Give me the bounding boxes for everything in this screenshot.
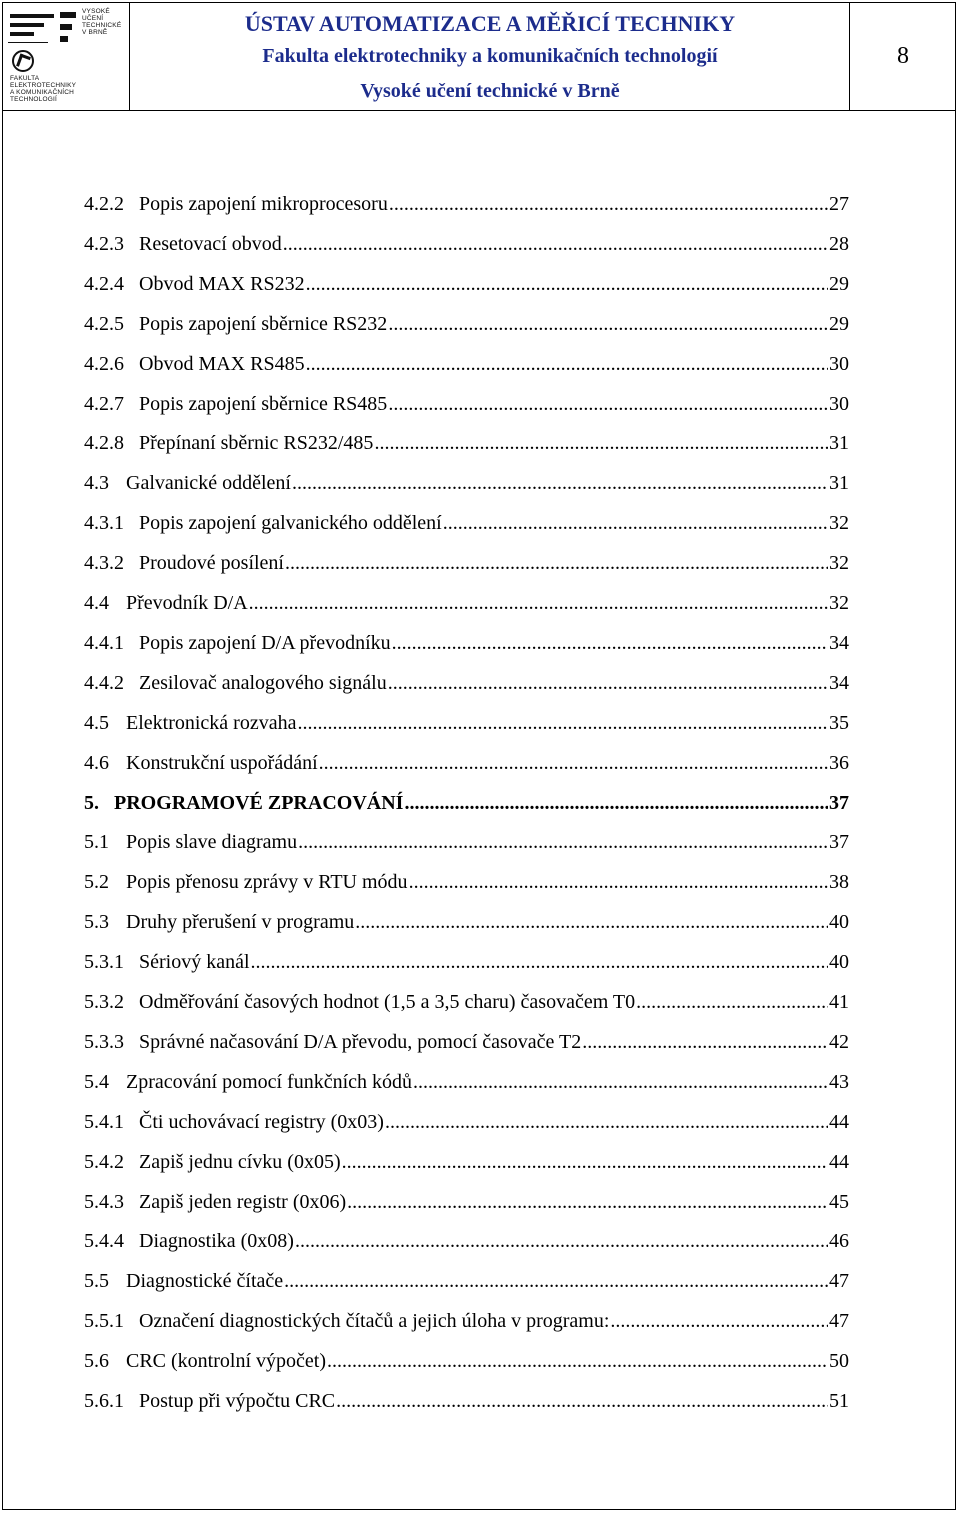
toc-entry-page: 40 xyxy=(829,911,849,933)
toc-entry[interactable] xyxy=(84,390,849,418)
toc-entry-title: Diagnostické čítače xyxy=(126,1270,284,1292)
toc-dot-leader xyxy=(249,589,828,617)
toc-entry-number: 5.4.4 xyxy=(84,1230,124,1252)
toc-entry-number: 4.3.1 xyxy=(84,512,124,534)
toc-entry-page: 29 xyxy=(829,313,849,335)
toc-entry-number: 5.4.1 xyxy=(84,1111,124,1133)
toc-entry-title: Galvanické oddělení xyxy=(126,472,291,494)
vut-emblem-icon xyxy=(60,10,76,44)
toc-entry-page: 34 xyxy=(829,672,849,694)
toc-entry-page: 30 xyxy=(829,393,849,415)
toc-entry-title: Přepínaní sběrnic RS232/485 xyxy=(139,432,374,454)
toc-entry-title: Popis zapojení D/A převodníku xyxy=(139,632,391,654)
toc-dot-leader xyxy=(297,709,828,737)
toc-entry-page: 50 xyxy=(829,1350,849,1372)
toc-entry-page: 44 xyxy=(829,1111,849,1133)
toc-dot-leader xyxy=(374,429,828,457)
toc-entry-title: Obvod MAX RS485 xyxy=(139,353,305,375)
toc-entry-number: 5.1 xyxy=(84,831,109,853)
toc-entry-title: Popis slave diagramu xyxy=(126,831,298,853)
toc-dot-leader xyxy=(389,190,828,218)
toc-entry[interactable] xyxy=(84,1028,849,1056)
toc-entry[interactable] xyxy=(84,190,849,218)
toc-entry-number: 4.2.5 xyxy=(84,313,124,335)
toc-entry-title: Sériový kanál xyxy=(139,951,250,973)
toc-entry[interactable] xyxy=(84,469,849,497)
fekt-emblem-icon xyxy=(12,50,34,72)
toc-entry-title: Zapiš jeden registr (0x06) xyxy=(139,1191,347,1213)
toc-entry-number: 4.2.7 xyxy=(84,393,124,415)
toc-entry-title: Zapiš jednu cívku (0x05) xyxy=(139,1151,341,1173)
toc-entry-number: 5.6.1 xyxy=(84,1390,124,1412)
toc-entry-title: Diagnostika (0x08) xyxy=(139,1230,294,1252)
toc-entry-title: PROGRAMOVÉ ZPRACOVÁNÍ xyxy=(114,792,404,814)
toc-entry[interactable] xyxy=(84,1307,849,1335)
toc-entry-number: 5.5 xyxy=(84,1270,109,1292)
toc-entry-page: 27 xyxy=(829,193,849,215)
toc-entry-title: Popis zapojení sběrnice RS232 xyxy=(139,313,388,335)
toc-entry-title: Druhy přerušení v programu xyxy=(126,911,355,933)
toc-entry[interactable] xyxy=(84,1387,849,1415)
toc-entry[interactable] xyxy=(84,270,849,298)
faculty-name: Fakulta elektrotechniky a komunikačních technologií xyxy=(262,45,718,67)
toc-entry[interactable] xyxy=(84,1188,849,1216)
toc-entry[interactable] xyxy=(84,1227,849,1255)
toc-entry-page: 47 xyxy=(829,1270,849,1292)
toc-entry-number: 4.3.2 xyxy=(84,552,124,574)
toc-entry-page: 47 xyxy=(829,1310,849,1332)
toc-entry-page: 29 xyxy=(829,273,849,295)
toc-entry[interactable] xyxy=(84,230,849,258)
toc-entry-number: 5.4.2 xyxy=(84,1151,124,1173)
toc-dot-leader xyxy=(306,350,828,378)
toc-entry-title: Popis zapojení galvanického oddělení xyxy=(139,512,442,534)
toc-entry-page: 51 xyxy=(829,1390,849,1412)
toc-dot-leader xyxy=(306,270,828,298)
toc-entry-page: 32 xyxy=(829,552,849,574)
toc-dot-leader xyxy=(295,1227,828,1255)
toc-entry-title: Popis zapojení mikroprocesoru xyxy=(139,193,388,215)
page-header xyxy=(2,2,956,111)
toc-entry[interactable] xyxy=(84,908,849,936)
toc-entry-number: 4.2.8 xyxy=(84,432,124,454)
toc-entry[interactable] xyxy=(84,709,849,737)
toc-entry-number: 5.2 xyxy=(84,871,109,893)
toc-entry-page: 37 xyxy=(829,792,849,814)
toc-entry-page: 42 xyxy=(829,1031,849,1053)
toc-entry-title: Postup při výpočtu CRC xyxy=(139,1390,336,1412)
toc-entry-page: 40 xyxy=(829,951,849,973)
toc-entry-page: 35 xyxy=(829,712,849,734)
toc-dot-leader xyxy=(283,230,828,258)
toc-entry-page: 34 xyxy=(829,632,849,654)
toc-entry[interactable] xyxy=(84,948,849,976)
toc-entry-title: Označení diagnostických čítačů a jejich úloha v programu: xyxy=(139,1310,610,1332)
vut-logo-text: VYSOKÉ UČENÍ TECHNICKÉ V BRNĚ xyxy=(82,8,122,36)
toc-dot-leader xyxy=(292,469,828,497)
toc-dot-leader xyxy=(355,908,828,936)
toc-entry[interactable] xyxy=(84,1068,849,1096)
toc-dot-leader xyxy=(285,549,828,577)
toc-dot-leader xyxy=(388,390,828,418)
toc-entry[interactable] xyxy=(84,350,849,378)
toc-entry-title: Zesilovač analogového signálu xyxy=(139,672,387,694)
toc-entry-title: Resetovací obvod xyxy=(139,233,282,255)
toc-dot-leader xyxy=(404,789,828,817)
header-titles xyxy=(130,2,850,110)
toc-entry-number: 4.2.2 xyxy=(84,193,124,215)
toc-entry-number: 5.3.2 xyxy=(84,991,124,1013)
university-logo xyxy=(2,2,130,110)
toc-entry-title: Obvod MAX RS232 xyxy=(139,273,305,295)
toc-entry-number: 4.2.3 xyxy=(84,233,124,255)
toc-entry-page: 43 xyxy=(829,1071,849,1093)
toc-entry-number: 4.6 xyxy=(84,752,109,774)
toc-entry[interactable] xyxy=(84,1108,849,1136)
toc-dot-leader xyxy=(636,988,828,1016)
toc-entry-title: Popis přenosu zprávy v RTU módu xyxy=(126,871,408,893)
toc-dot-leader xyxy=(319,749,828,777)
toc-entry-number: 5.3.3 xyxy=(84,1031,124,1053)
toc-dot-leader xyxy=(251,948,828,976)
toc-dot-leader xyxy=(582,1028,828,1056)
toc-entry-page: 37 xyxy=(829,831,849,853)
toc-entry-number: 4.4.1 xyxy=(84,632,124,654)
toc-entry-title: Zpracování pomocí funkčních kódů xyxy=(126,1071,413,1093)
toc-entry[interactable] xyxy=(84,749,849,777)
toc-dot-leader xyxy=(388,310,828,338)
fekt-logo-text: FAKULTA ELEKTROTECHNIKY A KOMUNIKAČNÍCH TECHNOLOGIÍ xyxy=(10,75,77,103)
toc-entry-page: 28 xyxy=(829,233,849,255)
logo-divider xyxy=(8,42,48,43)
toc-entry-number: 5.4.3 xyxy=(84,1191,124,1213)
toc-entry-page: 32 xyxy=(829,512,849,534)
toc-entry-page: 32 xyxy=(829,592,849,614)
toc-entry[interactable] xyxy=(84,629,849,657)
toc-dot-leader xyxy=(327,1347,828,1375)
toc-entry[interactable] xyxy=(84,1267,849,1295)
toc-entry-title: Konstrukční uspořádání xyxy=(126,752,318,774)
toc-entry-page: 46 xyxy=(829,1230,849,1252)
toc-entry-title: Čti uchovávací registry (0x03) xyxy=(139,1111,384,1133)
toc-entry-page: 41 xyxy=(829,991,849,1013)
vut-logo-bars-icon xyxy=(10,12,54,40)
toc-dot-leader xyxy=(385,1108,828,1136)
toc-entry-page: 31 xyxy=(829,432,849,454)
toc-entry-title: Správné načasování D/A převodu, pomocí časovače T2 xyxy=(139,1031,582,1053)
toc-entry-number: 5.3.1 xyxy=(84,951,124,973)
toc-dot-leader xyxy=(342,1148,828,1176)
toc-dot-leader xyxy=(413,1068,828,1096)
toc-entry-title: Popis zapojení sběrnice RS485 xyxy=(139,393,388,415)
toc-entry[interactable] xyxy=(84,868,849,896)
toc-entry[interactable] xyxy=(84,828,849,856)
toc-entry[interactable] xyxy=(84,669,849,697)
toc-entry-number: 5.6 xyxy=(84,1350,109,1372)
toc-dot-leader xyxy=(610,1307,828,1335)
toc-entry-number: 4.4.2 xyxy=(84,672,124,694)
toc-dot-leader xyxy=(409,868,828,896)
toc-entry-number: 5. xyxy=(84,792,99,814)
toc-entry-page: 38 xyxy=(829,871,849,893)
university-name: Vysoké učení technické v Brně xyxy=(360,80,620,102)
toc-entry-number: 5.4 xyxy=(84,1071,109,1093)
toc-entry-page: 44 xyxy=(829,1151,849,1173)
toc-entry-number: 5.5.1 xyxy=(84,1310,124,1332)
toc-entry-page: 36 xyxy=(829,752,849,774)
toc-entry-title: Odměřování časových hodnot (1,5 a 3,5 charu) časovačem T0 xyxy=(139,991,636,1013)
toc-dot-leader xyxy=(443,509,828,537)
toc-entry-number: 5.3 xyxy=(84,911,109,933)
toc-dot-leader xyxy=(284,1267,828,1295)
toc-entry[interactable] xyxy=(84,988,849,1016)
toc-entry-title: Proudové posílení xyxy=(139,552,284,574)
toc-dot-leader xyxy=(298,828,828,856)
toc-entry-title: Elektronická rozvaha xyxy=(126,712,297,734)
toc-entry-number: 4.3 xyxy=(84,472,109,494)
toc-entry-number: 4.4 xyxy=(84,592,109,614)
toc-entry[interactable] xyxy=(84,549,849,577)
toc-entry-page: 30 xyxy=(829,353,849,375)
toc-entry[interactable] xyxy=(84,1148,849,1176)
page-number: 8 xyxy=(897,42,909,69)
toc-entry-title: Převodník D/A xyxy=(126,592,248,614)
toc-entry-title: CRC (kontrolní výpočet) xyxy=(126,1350,326,1372)
toc-entry[interactable] xyxy=(84,789,849,817)
toc-dot-leader xyxy=(392,629,828,657)
toc-entry-page: 31 xyxy=(829,472,849,494)
toc-dot-leader xyxy=(388,669,828,697)
toc-entry-number: 4.5 xyxy=(84,712,109,734)
toc-entry-page: 45 xyxy=(829,1191,849,1213)
toc-entry-number: 4.2.6 xyxy=(84,353,124,375)
toc-entry[interactable] xyxy=(84,310,849,338)
toc-entry[interactable] xyxy=(84,589,849,617)
toc-entry[interactable] xyxy=(84,1347,849,1375)
toc-entry[interactable] xyxy=(84,429,849,457)
toc-dot-leader xyxy=(347,1188,828,1216)
institute-name: ÚSTAV AUTOMATIZACE A MĚŘICÍ TECHNIKY xyxy=(244,11,736,36)
toc-entry-number: 4.2.4 xyxy=(84,273,124,295)
toc-dot-leader xyxy=(336,1387,828,1415)
toc-entry[interactable] xyxy=(84,509,849,537)
